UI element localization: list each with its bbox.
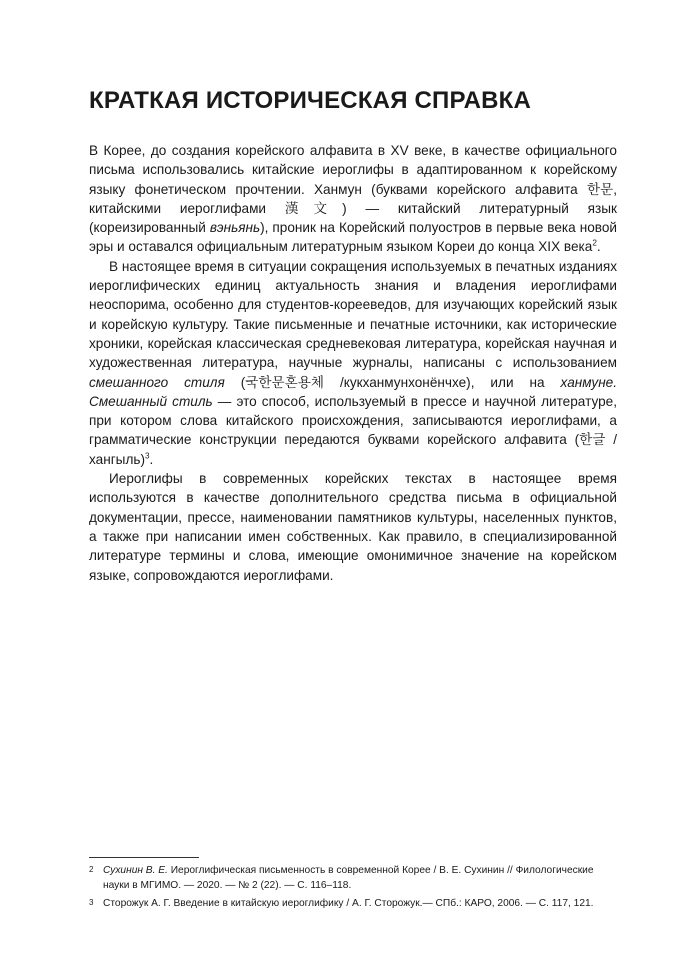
footnote-text (103, 897, 617, 912)
text-run: — это способ, используемый в прессе и научной литературе, при котором слова китайского происхождения, записываются иероглифами, а грамматические конструкции передаются буквами корейского алфавита (한글 / хангыль) (89, 393, 617, 467)
footnote-divider (89, 857, 199, 858)
italic-term: смешанного стиля (89, 374, 225, 390)
footnote (89, 897, 617, 912)
text-run: Иероглифическая письменность в современной Корее / В. Е. Сухинин // Филологические науки в МГИМО. — 2020. — № 2 (22). — С. 116–118. (103, 865, 594, 891)
text-run: Иероглифы в современных корейских текстах в настоящее время используются в качестве дополнительного средства письма в официальной документации, прессе, наименовании памятников культуры, населенных пунктов, а также при написании имен собственных. Как правило, в специализированной литературе термины и слова, имеющие омонимичное значение на корейском языке, сопровождаются иероглифами. (89, 471, 617, 583)
text-run: ), проник на Корейский полуостров в первые века новой эры и оставался официальным литературным языком Кореи до конца XIX века (89, 220, 617, 255)
paragraph-1 (89, 141, 617, 257)
footnote-text (103, 864, 617, 893)
footnote-ref[interactable]: 2 (592, 238, 597, 248)
footnote-number: 2 (89, 865, 94, 874)
text-run: . (149, 451, 154, 467)
footnote-ref[interactable]: 3 (144, 451, 150, 461)
italic-term: вэньянь (209, 220, 261, 236)
italic-term: ханмуне. Смешанный стиль (89, 374, 618, 409)
body-text (89, 141, 617, 585)
text-run: В настоящее время в ситуации сокращения используемых в печатных изданиях иероглифических единиц актуальность знания и владения иероглифами неоспорима, особенно для студентов-корееведов, для изучающих корейский язык и корейскую культуру. Такие письменные и печатные источники, как исторические хроники, корейская классическая средневековая литература, корейская научная и художественная литература, научные журналы, написаны с использованием (89, 258, 617, 371)
footnotes (89, 864, 617, 916)
paragraph-3 (89, 469, 617, 585)
page-title: КРАТКАЯ ИСТОРИЧЕСКАЯ СПРАВКА (89, 87, 532, 114)
text-run: . (596, 239, 601, 255)
footnote (89, 864, 617, 893)
text-run: В Корее, до создания корейского алфавита в XV веке, в качестве официального письма использовались китайские иероглифы в адаптированном к корейскому языку фонетическом прочтении. Ханмун (буквами корейского алфавита 한문, китайскими иероглифами 漢文) — китайский литературный язык (кореизированный (89, 143, 617, 236)
paragraph-2 (89, 257, 617, 469)
text-run: Сторожук А. Г. Введение в китайскую иероглифику / А. Г. Сторожук.— СПб.: КАРО, 2006. — С. 117, 121. (103, 898, 594, 909)
footnote-author: Сухинин В. Е. (103, 865, 168, 876)
text-run: (국한문혼용체 /кукханмунхонёнчхе), или на (224, 374, 561, 390)
footnote-number: 3 (89, 898, 94, 907)
